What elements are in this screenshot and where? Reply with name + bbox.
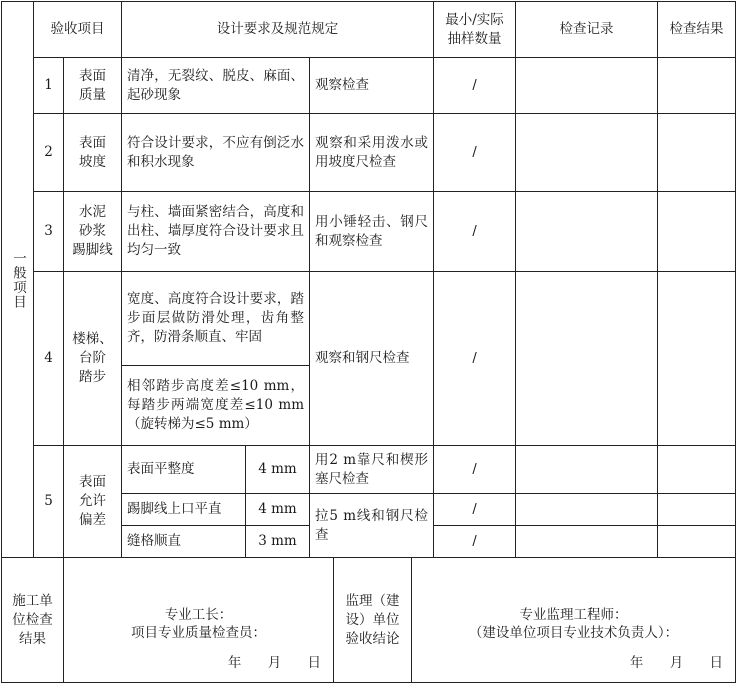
inspection-form (1, 1, 735, 680)
row-item: 表面 坡度 (64, 114, 122, 192)
inspection-table (1, 1, 736, 558)
row-requirement: 符合设计要求，不应有倒泛水和积水现象 (122, 114, 310, 192)
row-sample: / (434, 192, 516, 272)
signature-row (2, 558, 736, 683)
header-item: 验收项目 (34, 2, 122, 58)
row-record[interactable] (516, 192, 658, 272)
row-item: 表面 质量 (64, 58, 122, 114)
supervising-engineer-label: 专业监理工程师： (519, 607, 628, 623)
row-item: 水泥 砂浆 踢脚线 (64, 192, 122, 272)
sub-item-name: 表面平整度 (122, 446, 246, 494)
row-sample: / (434, 494, 516, 526)
row-number: 3 (34, 192, 64, 272)
supervision-date (620, 654, 723, 673)
row-number: 1 (34, 58, 64, 114)
sub-item-name: 踢脚线上口平直 (122, 494, 246, 526)
header-result: 检查结果 (658, 2, 736, 58)
header-record: 检查记录 (516, 2, 658, 58)
table-row (2, 446, 736, 494)
foreman-label: 专业工长： (164, 607, 233, 623)
row-sample: / (434, 272, 516, 446)
row-result[interactable] (658, 58, 736, 114)
sub-item-value: 4 mm (246, 446, 310, 494)
row-requirement: 清净，无裂纹、脱皮、麻面、起砂现象 (122, 58, 310, 114)
date-year: 年 (227, 655, 242, 671)
row-method-a: 用2 m靠尺和楔形塞尺检查 (310, 446, 434, 494)
date-day: 日 (709, 655, 723, 671)
row-record[interactable] (516, 114, 658, 192)
table-row (2, 192, 736, 272)
row-record[interactable] (516, 526, 658, 558)
row-method: 用小锤轻击、钢尺和观察检查 (310, 192, 434, 272)
construction-signature-area[interactable] (64, 558, 334, 683)
row-record[interactable] (516, 272, 658, 446)
row-record[interactable] (516, 446, 658, 494)
row-requirement-b: 相邻踏步高度差≤10 mm，每踏步两端宽度差≤10 mm（旋转梯为≤5 mm） (122, 366, 310, 446)
date-year: 年 (629, 655, 644, 671)
signature-table (1, 557, 736, 683)
table-row (2, 114, 736, 192)
row-sample: / (434, 526, 516, 558)
sub-item-name: 缝格顺直 (122, 526, 246, 558)
row-method-b: 拉5 m线和钢尺检查 (310, 494, 434, 558)
supervision-signature-area[interactable] (412, 558, 736, 683)
row-item: 表面 允许 偏差 (64, 446, 122, 558)
row-method: 观察和钢尺检查 (310, 272, 434, 446)
row-result[interactable] (658, 192, 736, 272)
supervision-unit-label: 监理（建 设）单位 验收结论 (334, 558, 412, 683)
row-result[interactable] (658, 526, 736, 558)
date-month: 月 (267, 655, 282, 671)
row-result[interactable] (658, 446, 736, 494)
row-number: 5 (34, 446, 64, 558)
row-sample: / (434, 58, 516, 114)
date-month: 月 (669, 655, 684, 671)
row-sample: / (434, 114, 516, 192)
row-record[interactable] (516, 58, 658, 114)
construction-unit-label: 施工单 位检查 结果 (2, 558, 64, 683)
table-row (2, 272, 736, 366)
row-record[interactable] (516, 494, 658, 526)
technical-leader-label: （建设单位项目专业技术负责人）： (468, 625, 679, 641)
sub-item-value: 4 mm (246, 494, 310, 526)
row-method: 观察和采用泼水或用坡度尺检查 (310, 114, 434, 192)
construction-date (218, 654, 321, 673)
left-margin-column (2, 2, 34, 558)
row-result[interactable] (658, 114, 736, 192)
row-number: 2 (34, 114, 64, 192)
quality-inspector-label: 项目专业质量检查员： (131, 625, 266, 641)
header-sample: 最小/实际 抽样数量 (434, 2, 516, 58)
row-number: 4 (34, 272, 64, 446)
header-row (2, 2, 736, 58)
date-day: 日 (307, 655, 321, 671)
sub-item-value: 3 mm (246, 526, 310, 558)
row-requirement: 与柱、墙面紧密结合，高度和出柱、墙厚度符合设计要求且均匀一致 (122, 192, 310, 272)
table-row (2, 58, 736, 114)
row-result[interactable] (658, 272, 736, 446)
header-requirement: 设计要求及规范规定 (122, 2, 434, 58)
group-label: 一般项目 (10, 250, 26, 309)
row-sample: / (434, 446, 516, 494)
row-result[interactable] (658, 494, 736, 526)
row-item: 楼梯、 台阶 踏步 (64, 272, 122, 446)
row-method: 观察检查 (310, 58, 434, 114)
row-requirement-a: 宽度、高度符合设计要求，踏步面层做防滑处理，齿角整齐，防滑条顺直、牢固 (122, 272, 310, 366)
